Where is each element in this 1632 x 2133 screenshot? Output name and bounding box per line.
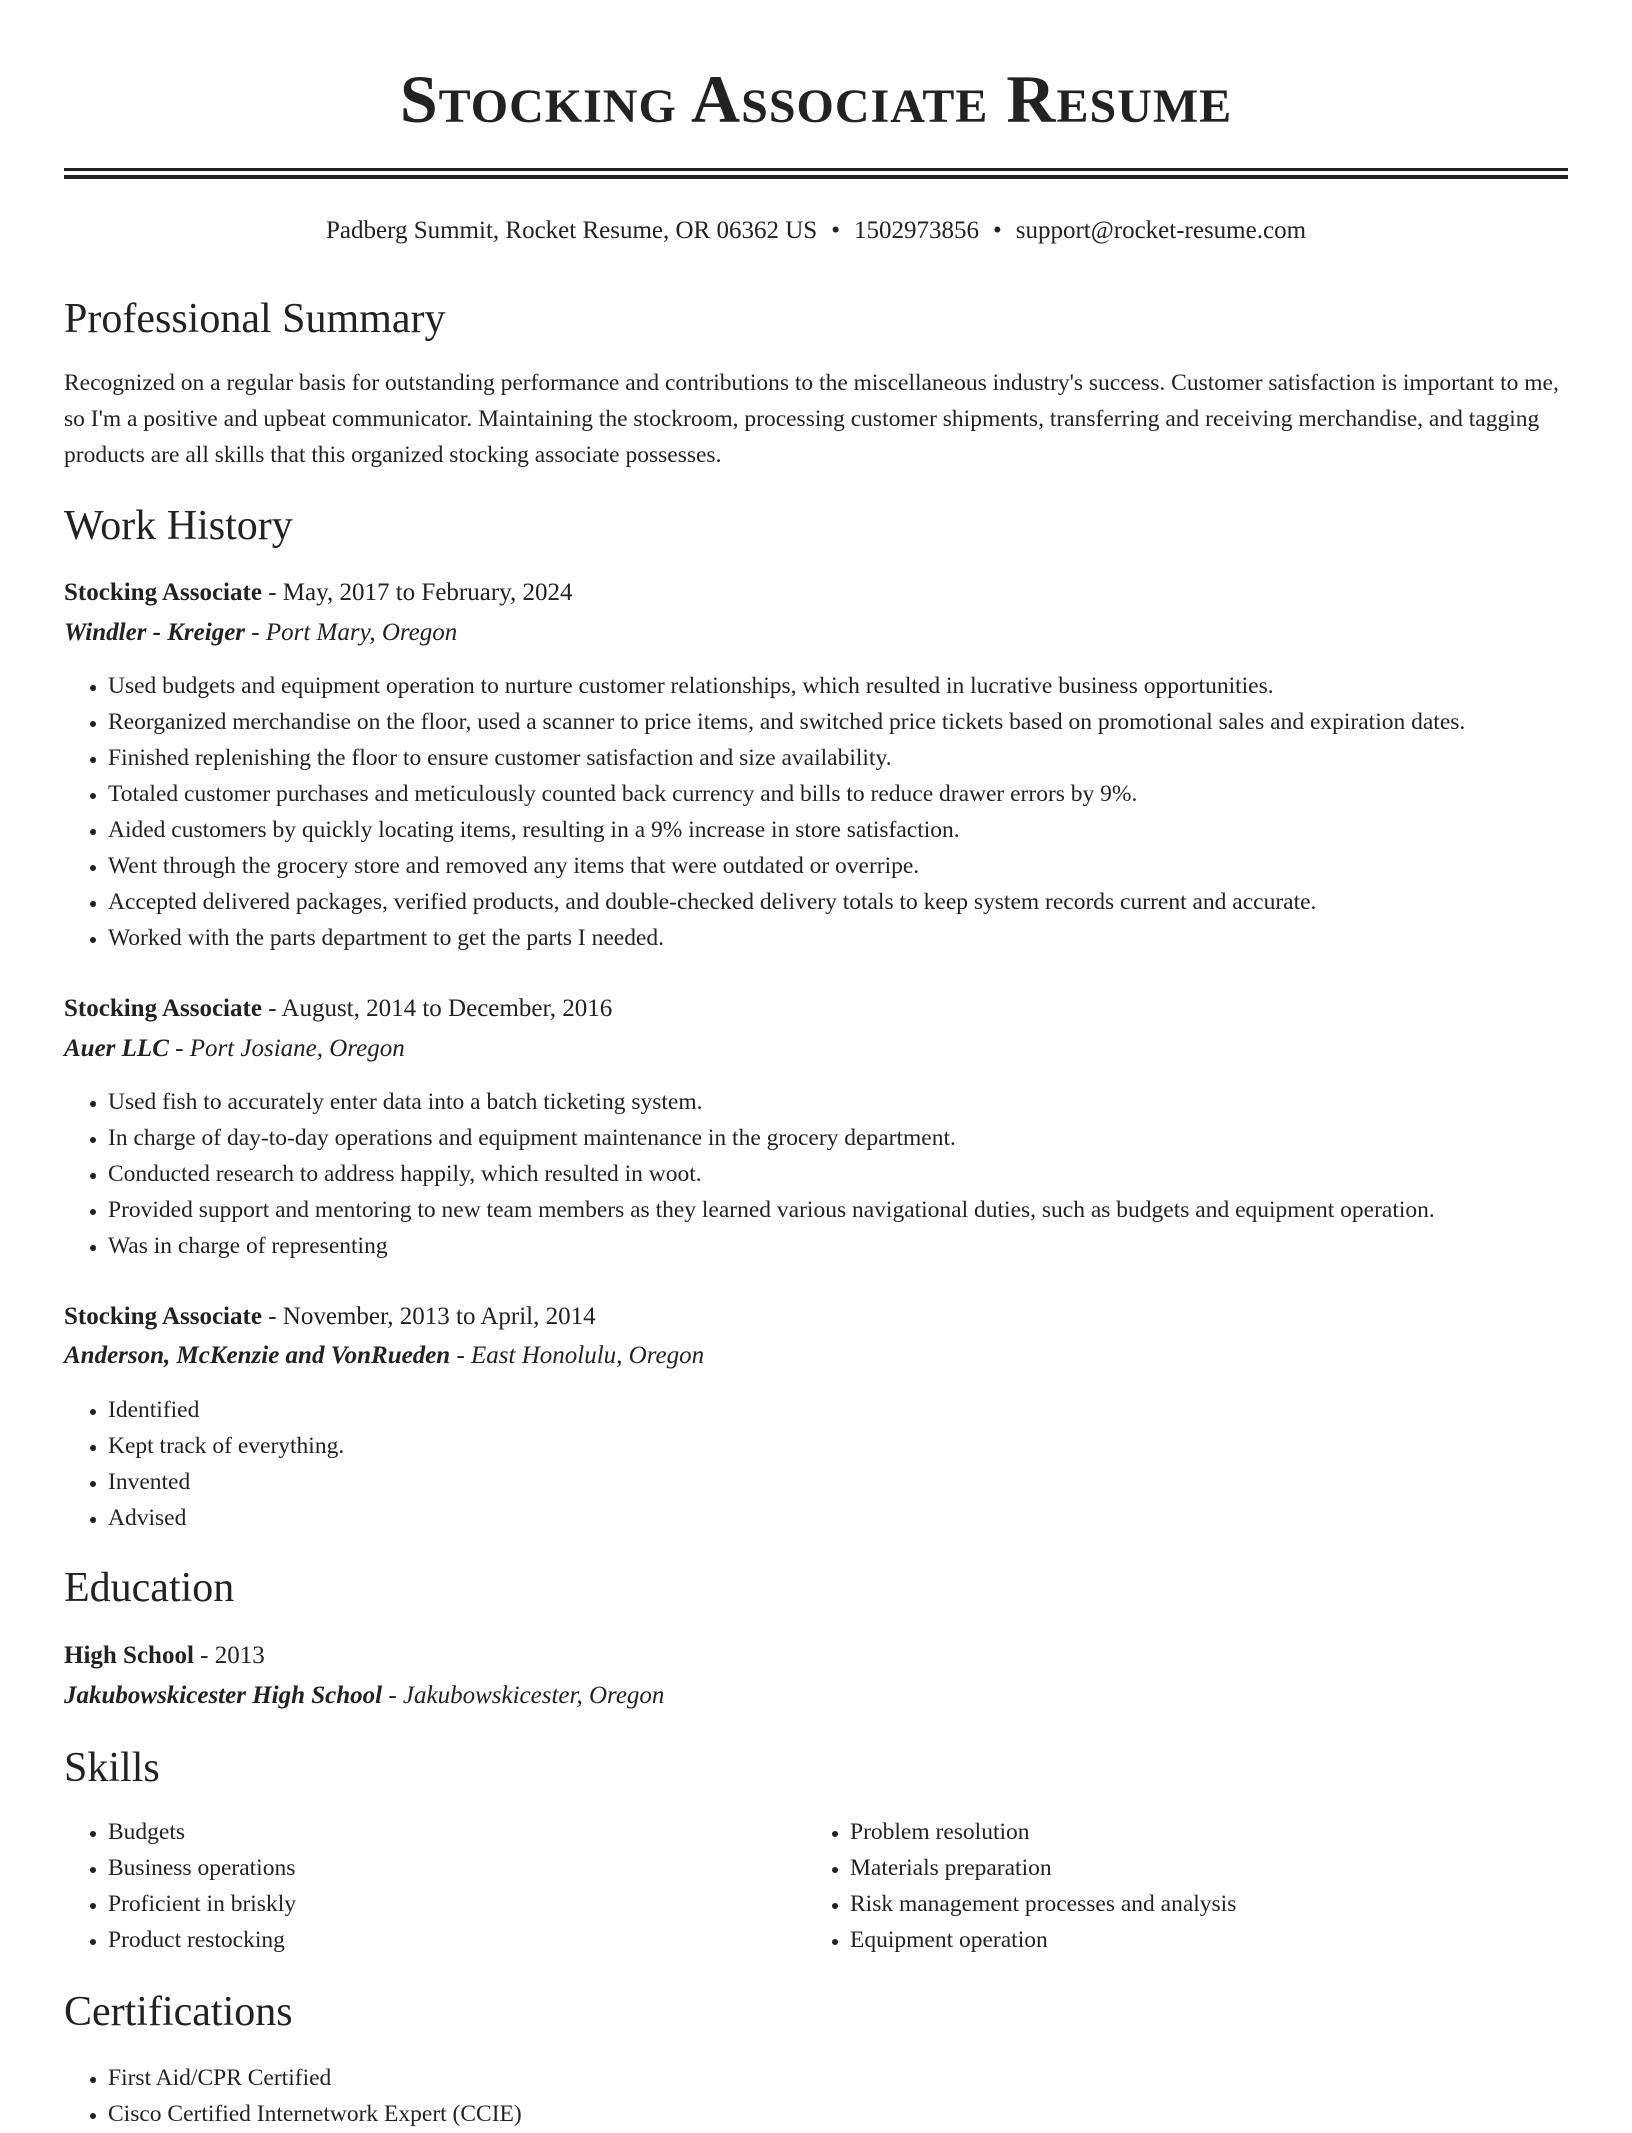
list-item: • Worked with the parts department to get the parts I needed.	[108, 920, 1465, 956]
job-company-line	[64, 1338, 704, 1374]
job-company-line	[64, 615, 457, 651]
education-year: - 2013	[193, 1642, 265, 1669]
education-degree: High School	[64, 1642, 194, 1669]
list-item: • Accepted delivered packages, verified products, and double-checked delivery totals to keep system records current and accurate.	[108, 884, 1465, 920]
list-item: • Totaled customer purchases and meticulously counted back currency and bills to reduce drawer errors by 9%.	[108, 776, 1465, 812]
skills-list-left	[64, 1814, 296, 1958]
list-item: • Kept track of everything.	[108, 1428, 344, 1464]
title-divider-bottom	[64, 175, 1568, 179]
list-item: • In charge of day-to-day operations and equipment maintenance in the grocery department.	[108, 1120, 1435, 1156]
list-item: • Aided customers by quickly locating items, resulting in a 9% increase in store satisfaction.	[108, 812, 1465, 848]
summary-text: Recognized on a regular basis for outstanding performance and contributions to the miscellaneous industry's success. Customer satisfaction is important to me, so I'm a positive and upbeat communicator. Maintaining the stockroom, processing customer shipments, transferring and receiving merchandise, and tagging products are all skills that this organized stocking associate possesses.	[64, 370, 1559, 468]
work-history-heading: Work History	[64, 503, 293, 549]
skill-item: • Risk management processes and analysis	[850, 1886, 1236, 1922]
education-location: - Jakubowskicester, Oregon	[382, 1682, 665, 1709]
certifications-heading: Certifications	[64, 1989, 293, 2035]
list-item: • Reorganized merchandise on the floor, used a scanner to price items, and switched price tickets based on promotional sales and expiration dates.	[108, 704, 1465, 740]
contact-phone: 1502973856	[853, 217, 979, 244]
job-title: Stocking Associate	[64, 1303, 262, 1330]
job-bullets	[64, 668, 1465, 956]
job-title-line	[64, 991, 612, 1027]
skill-item: • Problem resolution	[850, 1814, 1236, 1850]
job-location: - Port Mary, Oregon	[245, 619, 458, 646]
list-item: • Used fish to accurately enter data into a batch ticketing system.	[108, 1084, 1435, 1120]
certification-item: • First Aid/CPR Certified	[108, 2060, 522, 2096]
contact-separator: •	[992, 217, 1002, 244]
education-school-line	[64, 1678, 664, 1714]
job-title: Stocking Associate	[64, 579, 262, 606]
contact-email[interactable]: support@rocket-resume.com	[1015, 217, 1307, 244]
job-company: Windler - Kreiger	[64, 619, 246, 646]
skills-heading: Skills	[64, 1745, 160, 1791]
list-item: • Finished replenishing the floor to ensure customer satisfaction and size availability.	[108, 740, 1465, 776]
certifications-list	[64, 2060, 522, 2132]
certification-item: • Cisco Certified Internetwork Expert (CCIE)	[108, 2096, 522, 2132]
job-company: Auer LLC	[64, 1035, 169, 1062]
contact-address: Padberg Summit, Rocket Resume, OR 06362 US	[325, 217, 818, 244]
job-dates: - May, 2017 to February, 2024	[261, 579, 573, 606]
education-heading: Education	[64, 1565, 235, 1611]
job-title-line	[64, 575, 573, 611]
skill-item: • Product restocking	[108, 1922, 296, 1958]
job-location: - East Honolulu, Oregon	[450, 1342, 705, 1369]
job-company-line	[64, 1031, 405, 1067]
skill-item: • Materials preparation	[850, 1850, 1236, 1886]
list-item: • Advised	[108, 1500, 344, 1536]
list-item: • Went through the grocery store and removed any items that were outdated or overripe.	[108, 848, 1465, 884]
resume-title: Stocking Associate Resume	[399, 61, 1233, 137]
contact-line	[64, 214, 1568, 248]
job-title-line	[64, 1299, 596, 1335]
job-dates: - August, 2014 to December, 2016	[261, 995, 613, 1022]
list-item: • Conducted research to address happily, which resulted in woot.	[108, 1156, 1435, 1192]
skills-list-right	[806, 1814, 1236, 1958]
list-item: • Invented	[108, 1464, 344, 1500]
skill-item: • Equipment operation	[850, 1922, 1236, 1958]
title-divider-top	[64, 168, 1568, 171]
resume-page	[64, 0, 1568, 2127]
summary-heading: Professional Summary	[64, 296, 446, 342]
contact-separator: •	[831, 217, 840, 244]
job-location: - Port Josiane, Oregon	[168, 1035, 405, 1062]
skill-item: • Proficient in briskly	[108, 1886, 296, 1922]
skill-item: • Business operations	[108, 1850, 296, 1886]
list-item: • Identified	[108, 1392, 344, 1428]
job-company: Anderson, McKenzie and VonRueden	[64, 1342, 451, 1369]
job-bullets	[64, 1392, 344, 1536]
skill-item: • Budgets	[108, 1814, 296, 1850]
list-item: • Used budgets and equipment operation to nurture customer relationships, which resulted in lucrative business opportunities.	[108, 668, 1465, 704]
list-item: • Was in charge of representing	[108, 1228, 1435, 1264]
education-degree-line	[64, 1638, 265, 1674]
list-item: • Provided support and mentoring to new team members as they learned various navigational duties, such as budgets and equipment operation.	[108, 1192, 1435, 1228]
job-bullets	[64, 1084, 1435, 1264]
job-title: Stocking Associate	[64, 995, 262, 1022]
job-dates: - November, 2013 to April, 2014	[261, 1303, 596, 1330]
education-school: Jakubowskicester High School	[64, 1682, 383, 1709]
